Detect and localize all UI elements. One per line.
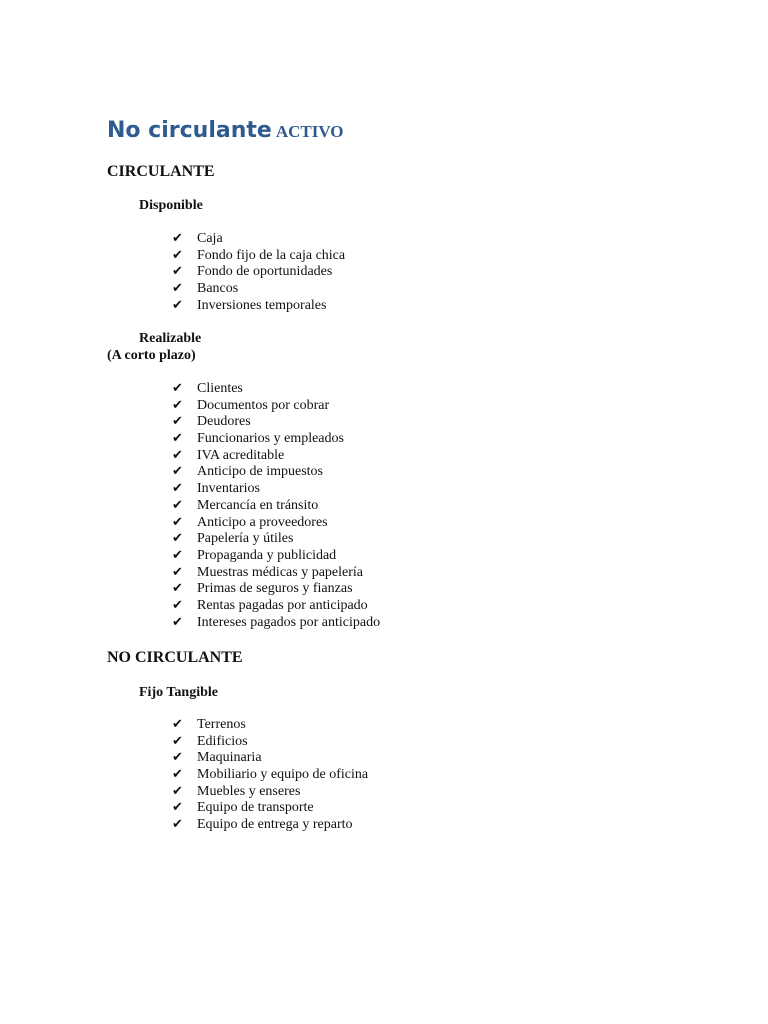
list-item — [172, 817, 368, 834]
subheading-fijo-tangible: Fijo Tangible — [139, 685, 218, 700]
checkmark-icon: ✔ — [172, 231, 183, 246]
checkmark-icon: ✔ — [172, 514, 183, 530]
list-disponible — [172, 231, 345, 314]
checkmark-icon: ✔ — [172, 247, 183, 263]
list-item-text: Edificios — [197, 733, 248, 749]
list-item-text: Documentos por cobrar — [197, 397, 330, 413]
list-item — [172, 565, 380, 582]
list-item-text: Anticipo de impuestos — [197, 464, 323, 480]
list-item — [172, 464, 380, 481]
list-item — [172, 498, 380, 515]
list-item — [172, 531, 380, 548]
checkmark-icon: ✔ — [172, 717, 183, 732]
list-item-text: Primas de seguros y fianzas — [197, 581, 353, 597]
list-item — [172, 231, 345, 248]
list-item-text: Equipo de entrega y reparto — [197, 817, 353, 833]
section-heading-no-circulante: NO CIRCULANTE — [107, 649, 243, 666]
list-item — [172, 734, 368, 751]
checkmark-icon: ✔ — [172, 581, 183, 597]
checkmark-icon: ✔ — [172, 783, 183, 799]
list-item — [172, 398, 380, 415]
list-item — [172, 767, 368, 784]
checkmark-icon: ✔ — [172, 817, 183, 833]
checkmark-icon: ✔ — [172, 733, 183, 749]
list-item-text: Maquinaria — [197, 750, 262, 766]
list-item-text: Funcionarios y empleados — [197, 431, 344, 447]
list-item — [172, 298, 345, 315]
list-item-text: Deudores — [197, 414, 251, 430]
subheading-disponible: Disponible — [139, 198, 203, 213]
list-item-text: Mercancía en tránsito — [197, 497, 319, 513]
checkmark-icon: ✔ — [172, 381, 183, 396]
list-item-text: Propaganda y publicidad — [197, 547, 337, 563]
checkmark-icon: ✔ — [172, 800, 183, 816]
list-item — [172, 750, 368, 767]
checkmark-icon: ✔ — [172, 447, 183, 463]
list-item — [172, 515, 380, 532]
list-item — [172, 581, 380, 598]
list-item-text: Papelería y útiles — [197, 531, 294, 547]
subheading-realizable: Realizable — [139, 331, 202, 346]
list-item — [172, 248, 345, 265]
list-item — [172, 598, 380, 615]
list-item — [172, 800, 368, 817]
realizable-note: (A corto plazo) — [107, 348, 196, 363]
list-item-text: Mobiliario y equipo de oficina — [197, 767, 369, 783]
checkmark-icon: ✔ — [172, 464, 183, 480]
checkmark-icon: ✔ — [172, 614, 183, 630]
list-item-text: Muebles y enseres — [197, 783, 301, 799]
checkmark-icon: ✔ — [172, 264, 183, 280]
list-item-text: IVA acreditable — [197, 447, 285, 463]
list-item — [172, 264, 345, 281]
checkmark-icon: ✔ — [172, 597, 183, 613]
list-item — [172, 448, 380, 465]
checkmark-icon: ✔ — [172, 531, 183, 547]
list-item — [172, 548, 380, 565]
list-item-text: Anticipo a proveedores — [197, 514, 328, 530]
title-sub: ACTIVO — [275, 122, 344, 141]
list-item-text: Caja — [197, 231, 223, 246]
list-item — [172, 281, 345, 298]
checkmark-icon: ✔ — [172, 750, 183, 766]
page-title — [107, 116, 343, 148]
checkmark-icon: ✔ — [172, 564, 183, 580]
list-item-text: Bancos — [197, 281, 239, 297]
checkmark-icon: ✔ — [172, 431, 183, 447]
section-heading-circulante: CIRCULANTE — [107, 163, 215, 180]
list-fijo-tangible — [172, 717, 368, 834]
list-item — [172, 615, 380, 632]
list-item-text: Muestras médicas y papelería — [197, 564, 363, 580]
checkmark-icon: ✔ — [172, 547, 183, 563]
list-item — [172, 381, 380, 398]
list-item-text: Inventarios — [197, 481, 260, 497]
list-item-text: Terrenos — [197, 717, 246, 732]
checkmark-icon: ✔ — [172, 297, 183, 313]
list-item — [172, 784, 368, 801]
checkmark-icon: ✔ — [172, 767, 183, 783]
list-item-text: Intereses pagados por anticipado — [197, 614, 381, 630]
title-main: No circulante — [107, 118, 272, 143]
list-item-text: Equipo de transporte — [197, 800, 314, 816]
checkmark-icon: ✔ — [172, 281, 183, 297]
list-item — [172, 414, 380, 431]
list-item — [172, 717, 368, 734]
checkmark-icon: ✔ — [172, 397, 183, 413]
list-item-text: Clientes — [197, 381, 243, 396]
list-item-text: Inversiones temporales — [197, 297, 327, 313]
list-item-text: Fondo de oportunidades — [197, 264, 333, 280]
list-item — [172, 481, 380, 498]
list-realizable — [172, 381, 380, 631]
checkmark-icon: ✔ — [172, 481, 183, 497]
list-item-text: Rentas pagadas por anticipado — [197, 597, 368, 613]
checkmark-icon: ✔ — [172, 414, 183, 430]
list-item — [172, 431, 380, 448]
list-item-text: Fondo fijo de la caja chica — [197, 247, 346, 263]
checkmark-icon: ✔ — [172, 497, 183, 513]
